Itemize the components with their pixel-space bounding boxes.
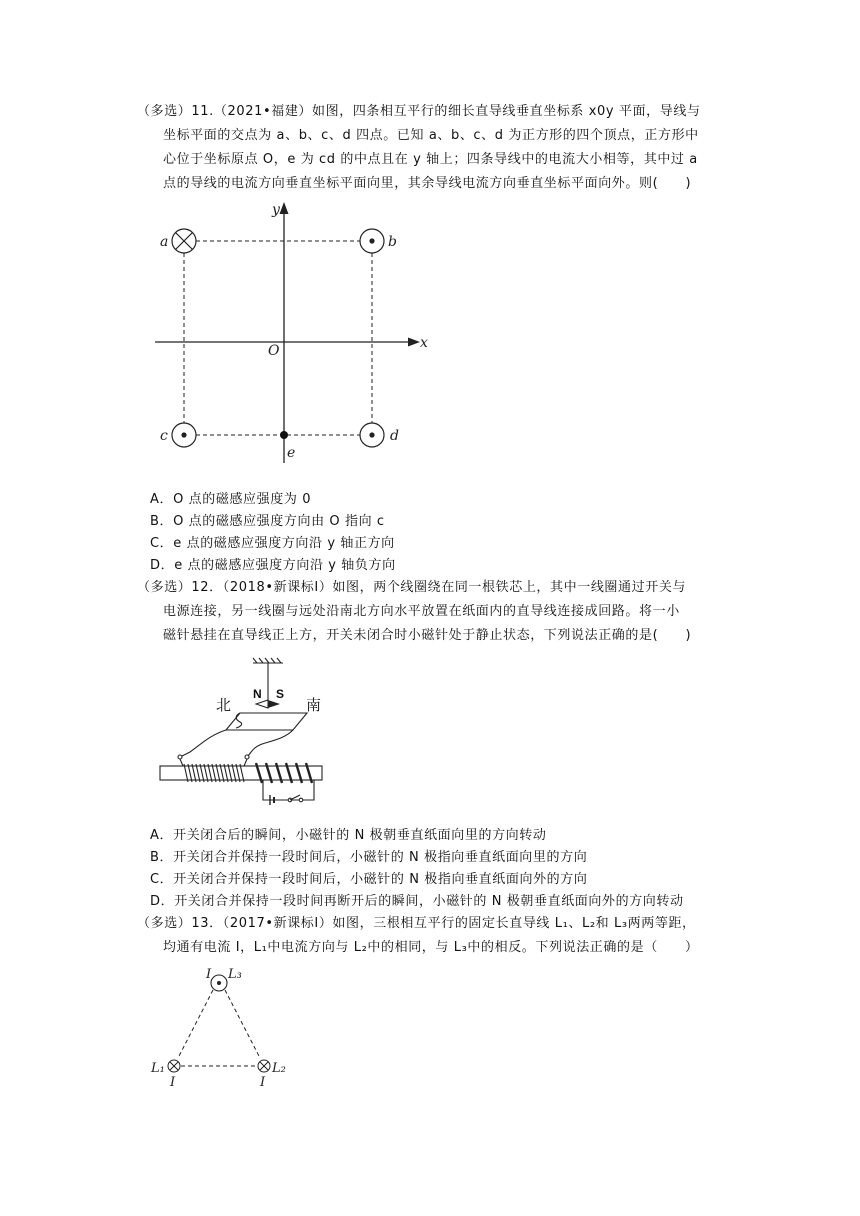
wire-l1-into-icon	[168, 1060, 180, 1072]
q11-option-d[interactable]: D．e 点的磁感应强度方向沿 y 轴负方向	[150, 558, 396, 573]
q11-option-c[interactable]: C．e 点的磁感应强度方向沿 y 轴正方向	[150, 536, 395, 551]
q11-option-a[interactable]: A．O 点的磁感应强度为 0	[150, 492, 312, 507]
needle-n-label: N	[253, 687, 262, 701]
north-label: 北	[216, 696, 232, 714]
current-label-l2: I	[260, 1075, 266, 1090]
label-d: d	[390, 428, 399, 444]
origin-label: O	[268, 343, 280, 359]
label-b: b	[388, 234, 397, 250]
q12-line-2: 电源连接，另一线圈与远处沿南北方向水平放置在纸面内的直导线连接成回路。将一小	[163, 604, 680, 619]
q12-line-3: 磁针悬挂在直导线正上方，开关未闭合时小磁针处于静止状态，下列说法正确的是( )	[163, 628, 692, 643]
needle-s-label: S	[276, 687, 285, 701]
q12-option-a[interactable]: A．开关闭合后的瞬间，小磁针的 N 极朝垂直纸面向里的方向转动	[150, 828, 547, 843]
label-l2: L₂	[272, 1061, 286, 1076]
wire-l2-into-icon	[258, 1060, 270, 1072]
q13-line-1: （多选）13．（2017•新课标Ⅰ）如图，三根相互平行的固定长直导线 L₁、L₂和 L₃两两等距，	[137, 916, 696, 931]
current-label-l3: I	[206, 967, 212, 982]
q12-option-d[interactable]: D．开关闭合并保持一段时间再断开后的瞬间，小磁针的 N 极朝垂直纸面向外的方向转动	[150, 894, 684, 909]
label-a: a	[160, 234, 169, 250]
south-label: 南	[306, 696, 322, 714]
q12-line-1: （多选）12．（2018•新课标Ⅰ）如图，两个线圈绕在同一根铁芯上，其中一线圈通过开关与	[137, 580, 687, 595]
label-e: e	[287, 445, 296, 461]
wire-l3-out-icon	[211, 975, 227, 991]
triangle-right-edge	[225, 990, 260, 1058]
q13-line-2: 均通有电流 I，L₁中电流方向与 L₂中的相同，与 L₃中的相反。下列说法正确的是（ ）	[163, 940, 699, 955]
q11-option-b[interactable]: B．O 点的磁感应强度方向由 O 指向 c	[150, 514, 385, 529]
current-label-l1: I	[170, 1075, 176, 1090]
label-l3: L₃	[228, 967, 242, 982]
label-l1: L₁	[151, 1061, 165, 1076]
q12-option-b[interactable]: B．开关闭合并保持一段时间后，小磁针的 N 极指向垂直纸面向里的方向	[150, 850, 588, 865]
q12-option-c[interactable]: C．开关闭合并保持一段时间后，小磁针的 N 极指向垂直纸面向外的方向	[150, 872, 588, 887]
q11-line-1: （多选）11.（2021•福建）如图，四条相互平行的细长直导线垂直坐标系 x0y 平面，导线与	[137, 104, 701, 119]
q11-line-4: 点的导线的电流方向垂直坐标平面向里，其余导线电流方向垂直坐标平面向外。则( )	[163, 176, 692, 191]
triangle-left-edge	[178, 990, 213, 1058]
label-c: c	[160, 428, 168, 444]
q11-line-2: 坐标平面的交点为 a、b、c、d 四点。已知 a、b、c、d 为正方形的四个顶点，正方形中	[163, 128, 699, 143]
x-axis-label: x	[420, 335, 428, 351]
q11-line-3: 心位于坐标原点 O，e 为 cd 的中点且在 y 轴上；四条导线中的电流大小相等，其中过 a	[163, 152, 698, 167]
y-axis-label: y	[272, 202, 280, 218]
